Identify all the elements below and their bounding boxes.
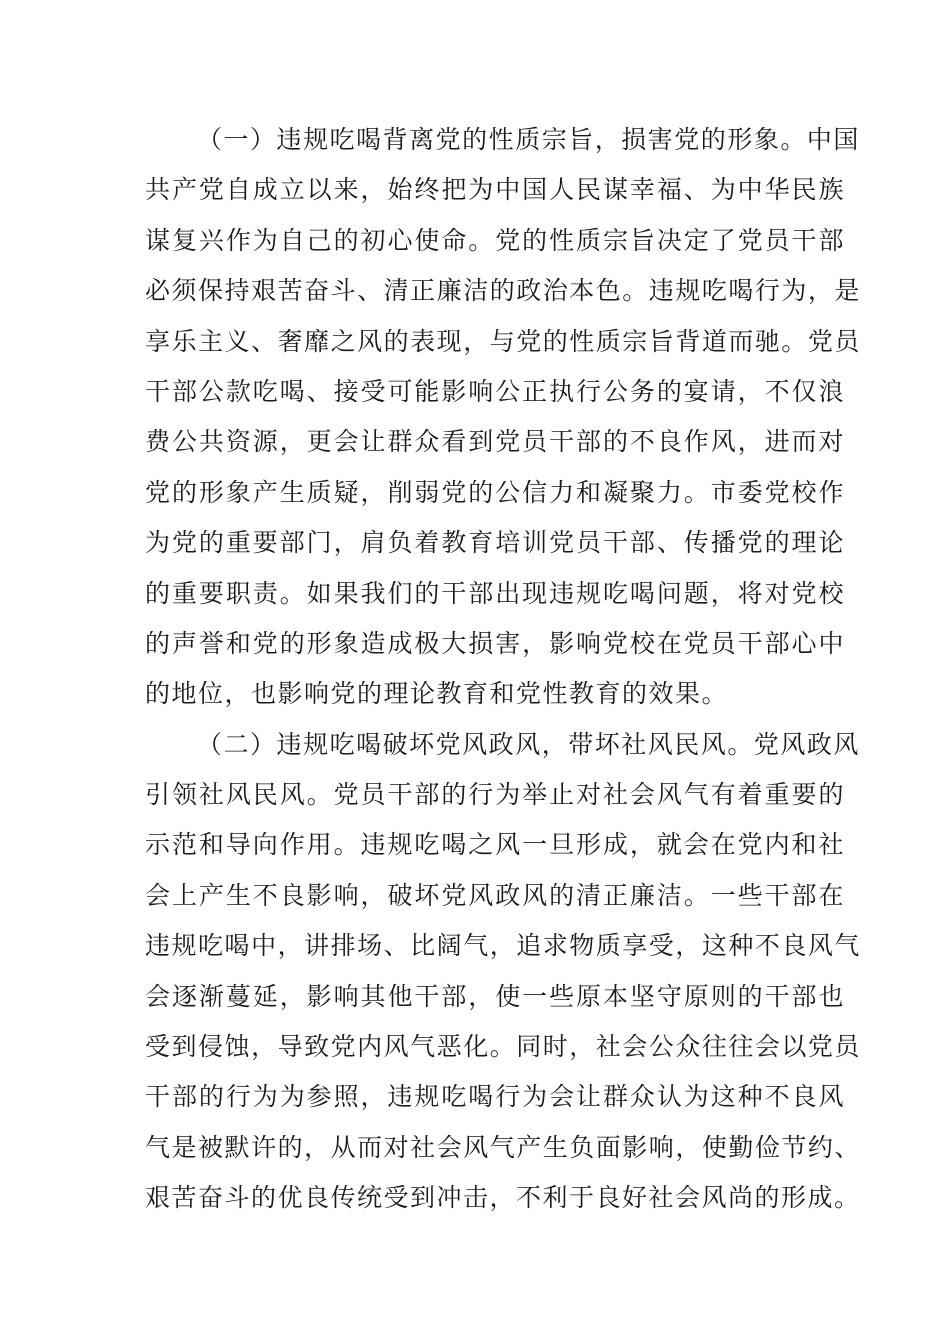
- text-line: 干 部 公 款 吃 喝 、 接 受 可 能 影 响 公 正 执 行 公 务 的 宴 请 ， 不 仅 浪: [145, 376, 845, 406]
- text-line: 引 领 社 风 民 风 。 党 员 干 部 的 行 为 举 止 对 社 会 风 气 有 着 重 要 的: [145, 780, 845, 810]
- text-line: 的地位，也影响党的理论教育和党性教育的效果。: [145, 679, 729, 709]
- text-line: 气 是 被 默 许 的 ， 从 而 对 社 会 风 气 产 生 负 面 影 响 ， 使 勤 俭 节 约 、: [145, 1132, 861, 1162]
- text-line: （ 二 ） 违 规 吃 喝 破 坏 党 风 政 风 ， 带 坏 社 风 民 风 。 党 风 政 风: [197, 729, 860, 759]
- text-line: 示 范 和 导 向 作 用 。 违 规 吃 喝 之 风 一 旦 形 成 ， 就 会 在 党 内 和 社: [145, 830, 845, 860]
- text-line: 的 声 誉 和 党 的 形 象 造 成 极 大 损 害 ， 影 响 党 校 在 党 员 干 部 心 中: [145, 628, 845, 658]
- text-line: 会 逐 渐 蔓 延 ， 影 响 其 他 干 部 ， 使 一 些 原 本 坚 守 原 则 的 干 部 也: [145, 981, 845, 1011]
- text-line: 为 党 的 重 要 部 门 ， 肩 负 着 教 育 培 训 党 员 干 部 、 传 播 党 的 理 论: [145, 528, 845, 558]
- text-line: 必 须 保 持 艰 苦 奋 斗 、 清 正 廉 洁 的 政 治 本 色 。 违 规 吃 喝 行 为 ， 是: [145, 276, 861, 306]
- text-line: 艰苦奋斗的优良传统受到冲击，不利于良好社会风尚的形成。: [145, 1183, 861, 1213]
- text-line: 干 部 的 行 为 为 参 照 ， 违 规 吃 喝 行 为 会 让 群 众 认 为 这 种 不 良 风: [145, 1082, 845, 1112]
- paragraph-2: [145, 720, 861, 1224]
- text-line: 谋 复 兴 作 为 自 己 的 初 心 使 命 。 党 的 性 质 宗 旨 决 定 了 党 员 干 部: [145, 225, 845, 255]
- text-line: 违 规 吃 喝 中 ， 讲 排 场 、 比 阔 气 ， 追 求 物 质 享 受 ， 这 种 不 良 风 气: [145, 931, 861, 961]
- paragraph-1: [145, 115, 861, 720]
- text-line: 共 产 党 自 成 立 以 来 ， 始 终 把 为 中 国 人 民 谋 幸 福 、 为 中 华 民 族: [145, 175, 845, 205]
- text-line: 党 的 形 象 产 生 质 疑 ， 削 弱 党 的 公 信 力 和 凝 聚 力 。 市 委 党 校 作: [145, 477, 845, 507]
- document-body: [145, 115, 861, 1224]
- text-line: 会 上 产 生 不 良 影 响 ， 破 坏 党 风 政 风 的 清 正 廉 洁 。 一 些 干 部 在: [145, 880, 845, 910]
- text-line: 受 到 侵 蚀 ， 导 致 党 内 风 气 恶 化 。 同 时 ， 社 会 公 众 往 往 会 以 党 员: [145, 1032, 861, 1062]
- text-line: 费 公 共 资 源 ， 更 会 让 群 众 看 到 党 员 干 部 的 不 良 作 风 ， 进 而 对: [145, 427, 845, 457]
- text-line: 享 乐 主 义 、 奢 靡 之 风 的 表 现 ， 与 党 的 性 质 宗 旨 背 道 而 驰 。 党 员: [145, 326, 861, 356]
- text-line: （ 一 ） 违 规 吃 喝 背 离 党 的 性 质 宗 旨 ， 损 害 党 的 形 象 。 中 国: [197, 125, 860, 154]
- text-line: 的 重 要 职 责 。 如 果 我 们 的 干 部 出 现 违 规 吃 喝 问 题 ， 将 对 党 校: [145, 578, 845, 608]
